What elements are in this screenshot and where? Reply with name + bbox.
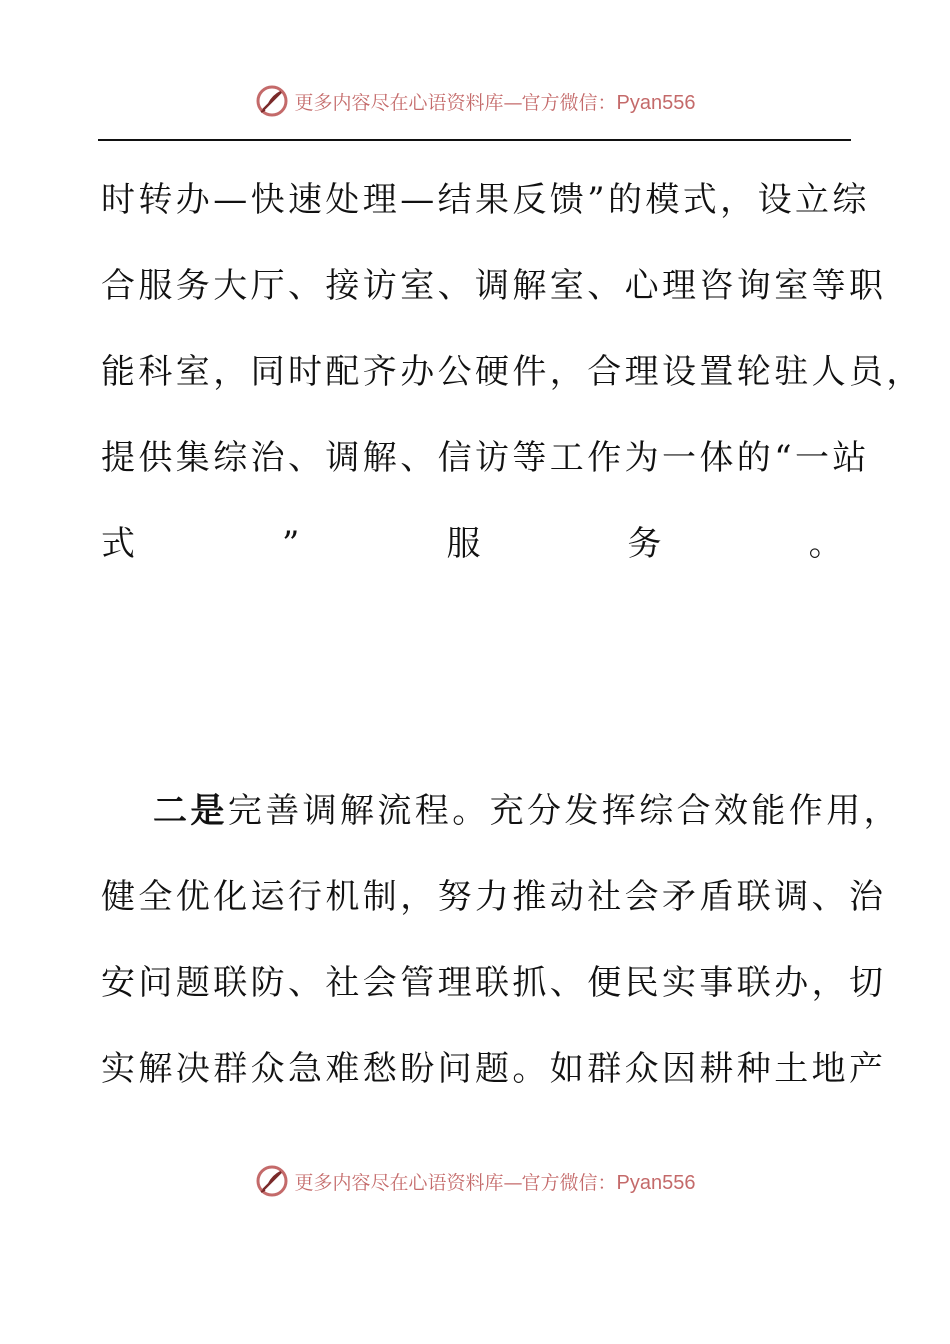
watermark-text	[295, 1168, 696, 1195]
line-5-part-2: ”	[282, 524, 303, 564]
line-5-part-5: 。	[808, 524, 846, 564]
line-5-part-4: 务	[627, 524, 665, 564]
watermark-dash: —	[503, 91, 522, 114]
watermark-brand: 更多内容尽在心语资料库	[294, 91, 504, 114]
watermark-text	[295, 88, 696, 115]
paragraph-1-line-5	[101, 501, 846, 587]
paragraph-1-line-2: 合服务大厅、接访室、调解室、心理咨询室等职	[101, 266, 887, 306]
paragraph-2-line-3: 安问题联防、社会管理联抓、便民实事联办，切	[101, 963, 887, 1003]
paragraph-2-lead: 二是	[153, 791, 228, 831]
watermark-wechat-id: Pyan556	[616, 91, 696, 114]
paragraph-2	[101, 768, 902, 1112]
header-watermark	[0, 84, 950, 118]
paragraph-2-line-4: 实解决群众急难愁盼问题。如群众因耕种土地产	[101, 1049, 887, 1089]
watermark-wechat-id: Pyan556	[616, 1171, 696, 1194]
watermark-dash: —	[503, 1171, 522, 1194]
line-5-part-1: 式	[101, 524, 139, 564]
footer-watermark	[0, 1164, 950, 1198]
watermark-label: 官方微信：	[521, 1171, 617, 1194]
watermark-brand: 更多内容尽在心语资料库	[294, 1171, 504, 1194]
paragraph-1-line-4: 提供集综治、调解、信访等工作为一体的“一站	[101, 438, 870, 478]
watermark-label: 官方微信：	[521, 91, 617, 114]
paragraph-2-line-1-rest: 完善调解流程。充分发挥综合效能作用，	[227, 791, 902, 831]
paragraph-1-line-3: 能科室，同时配齐办公硬件，合理设置轮驻人员，	[101, 352, 924, 392]
paragraph-2-line-2: 健全优化运行机制，努力推动社会矛盾联调、治	[101, 877, 887, 917]
paragraph-1	[101, 157, 924, 587]
header-rule	[98, 139, 851, 141]
quill-logo-icon	[255, 1164, 289, 1198]
line-5-part-3: 服	[446, 524, 484, 564]
paragraph-1-line-1: 时转办—快速处理—结果反馈”的模式，设立综	[101, 180, 870, 220]
quill-logo-icon	[255, 84, 289, 118]
paragraph-2-line-1	[101, 768, 902, 854]
